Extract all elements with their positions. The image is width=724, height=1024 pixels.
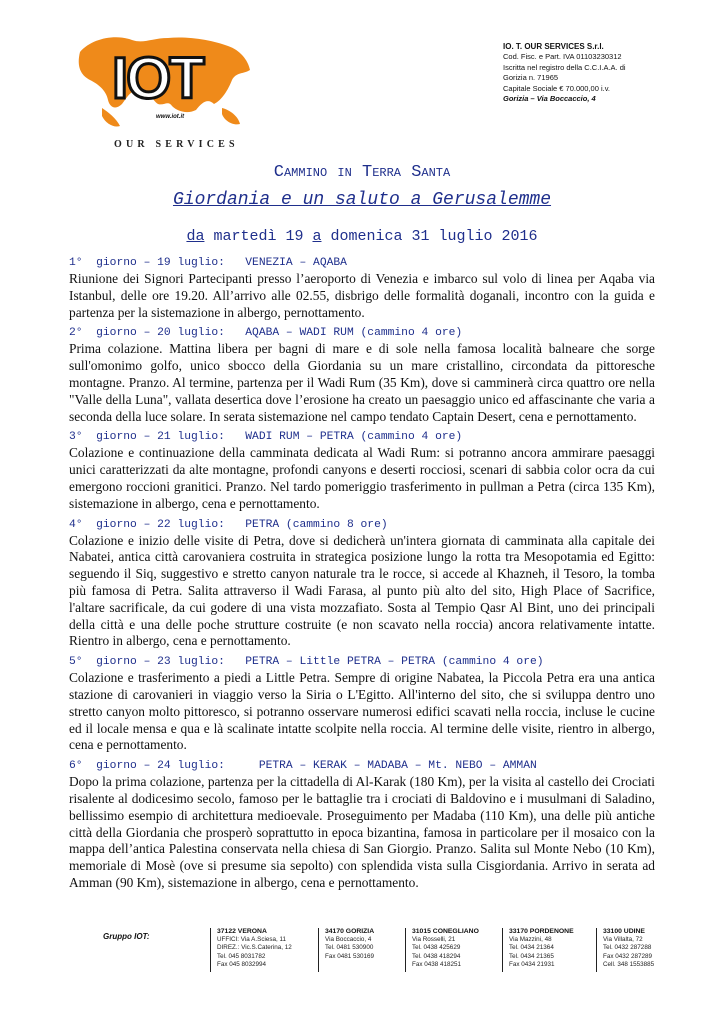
day-description: Colazione e continuazione della camminata dedicata al Wadi Rum: si potranno ancora ammirare paesaggi unici caratterizzati da alte montagne, profondi canyons e deserti rocciosi, scenari di sabbia color ocra da cui emergono roccioni granitici. Pranzo. Nel tardo pomeriggio trasferimento in pullman a Petra (circa 135 Km), sistemazione in albergo, cena e pernottamento. (69, 445, 655, 511)
office-line: Via Boccaccio, 4 (325, 936, 372, 944)
office-gorizia (318, 928, 405, 972)
day-section (69, 255, 655, 321)
footer (0, 928, 724, 978)
office-line: Tel. 045 8031782 (217, 952, 266, 960)
office-line: Tel. 0434 21364 (509, 944, 554, 952)
day-heading: 1° giorno – 19 luglio: VENEZIA – AQABA (69, 257, 347, 269)
day-description: Colazione e inizio delle visite di Petra, dove si dedicherà un'intera giornata di camminata alla capitale dei Nabatei, antica città carovaniera costruita in strategica posizione lungo la rotta tra Mesopotamia ed Egitto: seguendo il Siq, suggestivo e stretto canyon naturale tra le rocce, si accede al Khazneh, il Tesoro, la tomba più famosa di Petra. Salita attraverso il Wadi Farasa, al punto più alto del sito, High Place of Sacrifice, l'altare sacrificale, da cui godere di una vista mozzafiato. Sosta al Tempio Qasr Al Bint, uno dei principali della città e una delle poche strutture costruite (e non scavato nella roccia) ancora relativamente intatte. Rientro in albergo, cena e pernottamento. (69, 532, 655, 649)
office-line: DIREZ.: Vic.S.Caterina, 12 (217, 944, 292, 952)
office-line: Via Rosselli, 21 (412, 936, 456, 944)
company-line: Gorizia n. 71965 (503, 73, 559, 83)
day-heading: 6° giorno – 24 luglio: PETRA – KERAK – MADABA – Mt. NEBO – AMMAN (69, 760, 537, 773)
day-section (69, 325, 655, 425)
company-address: Gorizia – Via Boccaccio, 4 (503, 94, 596, 104)
day-heading: 5° giorno – 23 luglio: PETRA – Little PETRA – PETRA (cammino 4 ore) (69, 656, 544, 669)
office-city: 33170 PORDENONE (509, 928, 574, 935)
office-line: Via Mazzini, 48 (509, 936, 552, 944)
company-name: IO. T. OUR SERVICES S.r.l. (503, 42, 604, 51)
trip-dates (0, 228, 724, 245)
day-section (69, 758, 655, 892)
our-services-tagline: OUR SERVICES (114, 139, 239, 150)
office-conegliano (405, 928, 498, 972)
office-udine (596, 928, 683, 972)
office-verona (210, 928, 313, 972)
office-line: Tel. 0434 21365 (509, 952, 554, 960)
office-line: Cell. 348 1553885 (603, 960, 655, 968)
day-heading: 2° giorno – 20 luglio: AQABA – WADI RUM (cammino 4 ore) (69, 327, 463, 340)
logo-url: www.iot.it (156, 114, 185, 120)
day-heading: 3° giorno – 21 luglio: WADI RUM – PETRA (cammino 4 ore) (69, 431, 463, 444)
company-line: Capitale Sociale € 70.000,00 i.v. (503, 83, 611, 93)
company-info (503, 42, 703, 104)
gruppo-label: Gruppo IOT: (103, 932, 150, 941)
day-description: Dopo la prima colazione, partenza per la cittadella di Al-Karak (180 Km), per la visita al castello dei Crociati risalente al dodicesimo secolo, famoso per le battaglie tra i crociati di Baldovino e i musulmani di Saladino, bellissimo esempio di architettura medioevale. Proseguimento per Madaba (110 Km), una delle più antiche città della Giordania che prosperò soprattutto in epoca bizantina, famosa in particolare per il mosaico con la mappa dell’antica Palestina conservata nella chiesa di San Giorgio. Pranzo. Salita sul Monte Nebo (10 Km), memoriale di Mosè (ove si presume sia sepolto) con splendida vista sulla Cisgiordania. Arrivo in serata ad Amman (90 Km), sistemazione in albergo, cena e pernottamento. (69, 774, 655, 890)
company-line: Cod. Fisc. e Part. IVA 01103230312 (503, 52, 622, 62)
day-description: Prima colazione. Mattina libera per bagni di mare e di sole nella famosa località balneare che sorge sull'omonimo golfo, unico sbocco della Giordania su un mare cristallino, circondata da pittoresche montagne. Pranzo. Al termine, partenza per il Wadi Rum (35 Km), dove si camminerà circa quattro ore nella "Valle della Luna", vallata desertica dove l’erosione ha creato un paesaggio unico ed affascinante che varia a seconda della luce solare. In serata sistemazione nel campo tendato Captain Desert, cena e pernottamento. (69, 341, 655, 424)
office-line: Tel. 0432 287288 (603, 944, 652, 952)
office-pordenone (502, 928, 593, 972)
office-line: Tel. 0438 418294 (412, 952, 461, 960)
dates-a: a (312, 228, 322, 245)
office-line: Fax 0434 21931 (509, 960, 555, 968)
day-description: Riunione dei Signori Partecipanti presso l’aeroporto di Venezia e imbarco sul volo di linea per Aqaba via Istanbul, delle ore 19.20. All’arrivo alle 02.55, disbrigo delle formalità doganali, incontro con la guida e partenza per la sistemazione in albergo, pernottamento. (69, 271, 655, 320)
company-line: Iscritta nel registro della C.C.I.A.A. di (503, 62, 626, 72)
iot-logo (72, 30, 256, 130)
office-line: Fax 0432 287289 (603, 952, 653, 960)
office-line: Fax 0438 418251 (412, 960, 462, 968)
office-line: Fax 0481 530169 (325, 952, 375, 960)
office-line: Fax 045 8032994 (217, 960, 267, 968)
page-subtitle: Giordania e un saluto a Gerusalemme (172, 190, 552, 210)
office-line: Via Villalta, 72 (603, 936, 643, 944)
page-title: Cammino in Terra Santa (273, 163, 451, 182)
office-city: 37122 VERONA (217, 928, 267, 935)
office-city: 31015 CONEGLIANO (412, 928, 479, 935)
day-description: Colazione e trasferimento a piedi a Little Petra. Sempre di origine Nabatea, la Piccola Petra era una antica stazione di carovanieri in viaggio verso la Siria o L'Egitto. All'interno del sito, che si sviluppa dentro uno stretto canyon molto pittoresco, si potranno osservare numerosi edifici scavati nella roccia, incluse le cucine ed il locale mensa e qua e là scalinate intatte scolpite nella roccia. Al termine delle visite, rientro in albergo, cena e pernottamento. (69, 670, 655, 753)
day-heading: 4° giorno – 22 luglio: PETRA (cammino 8 ore) (69, 518, 388, 531)
office-line: Tel. 0481 530900 (325, 944, 374, 952)
office-line: Tel. 0438 425629 (412, 944, 461, 952)
office-city: 33100 UDINE (603, 928, 645, 935)
svg-text:IOT: IOT (112, 46, 203, 111)
itinerary (69, 251, 655, 892)
dates-end: domenica 31 luglio 2016 (321, 228, 538, 245)
day-section (69, 517, 655, 651)
day-section (69, 429, 655, 512)
dates-da: da (186, 228, 205, 245)
office-city: 34170 GORIZIA (325, 928, 375, 935)
office-line: UFFICI: Via A.Sciesa, 11 (217, 936, 287, 944)
day-section (69, 654, 655, 754)
dates-start: martedì 19 (204, 228, 313, 245)
